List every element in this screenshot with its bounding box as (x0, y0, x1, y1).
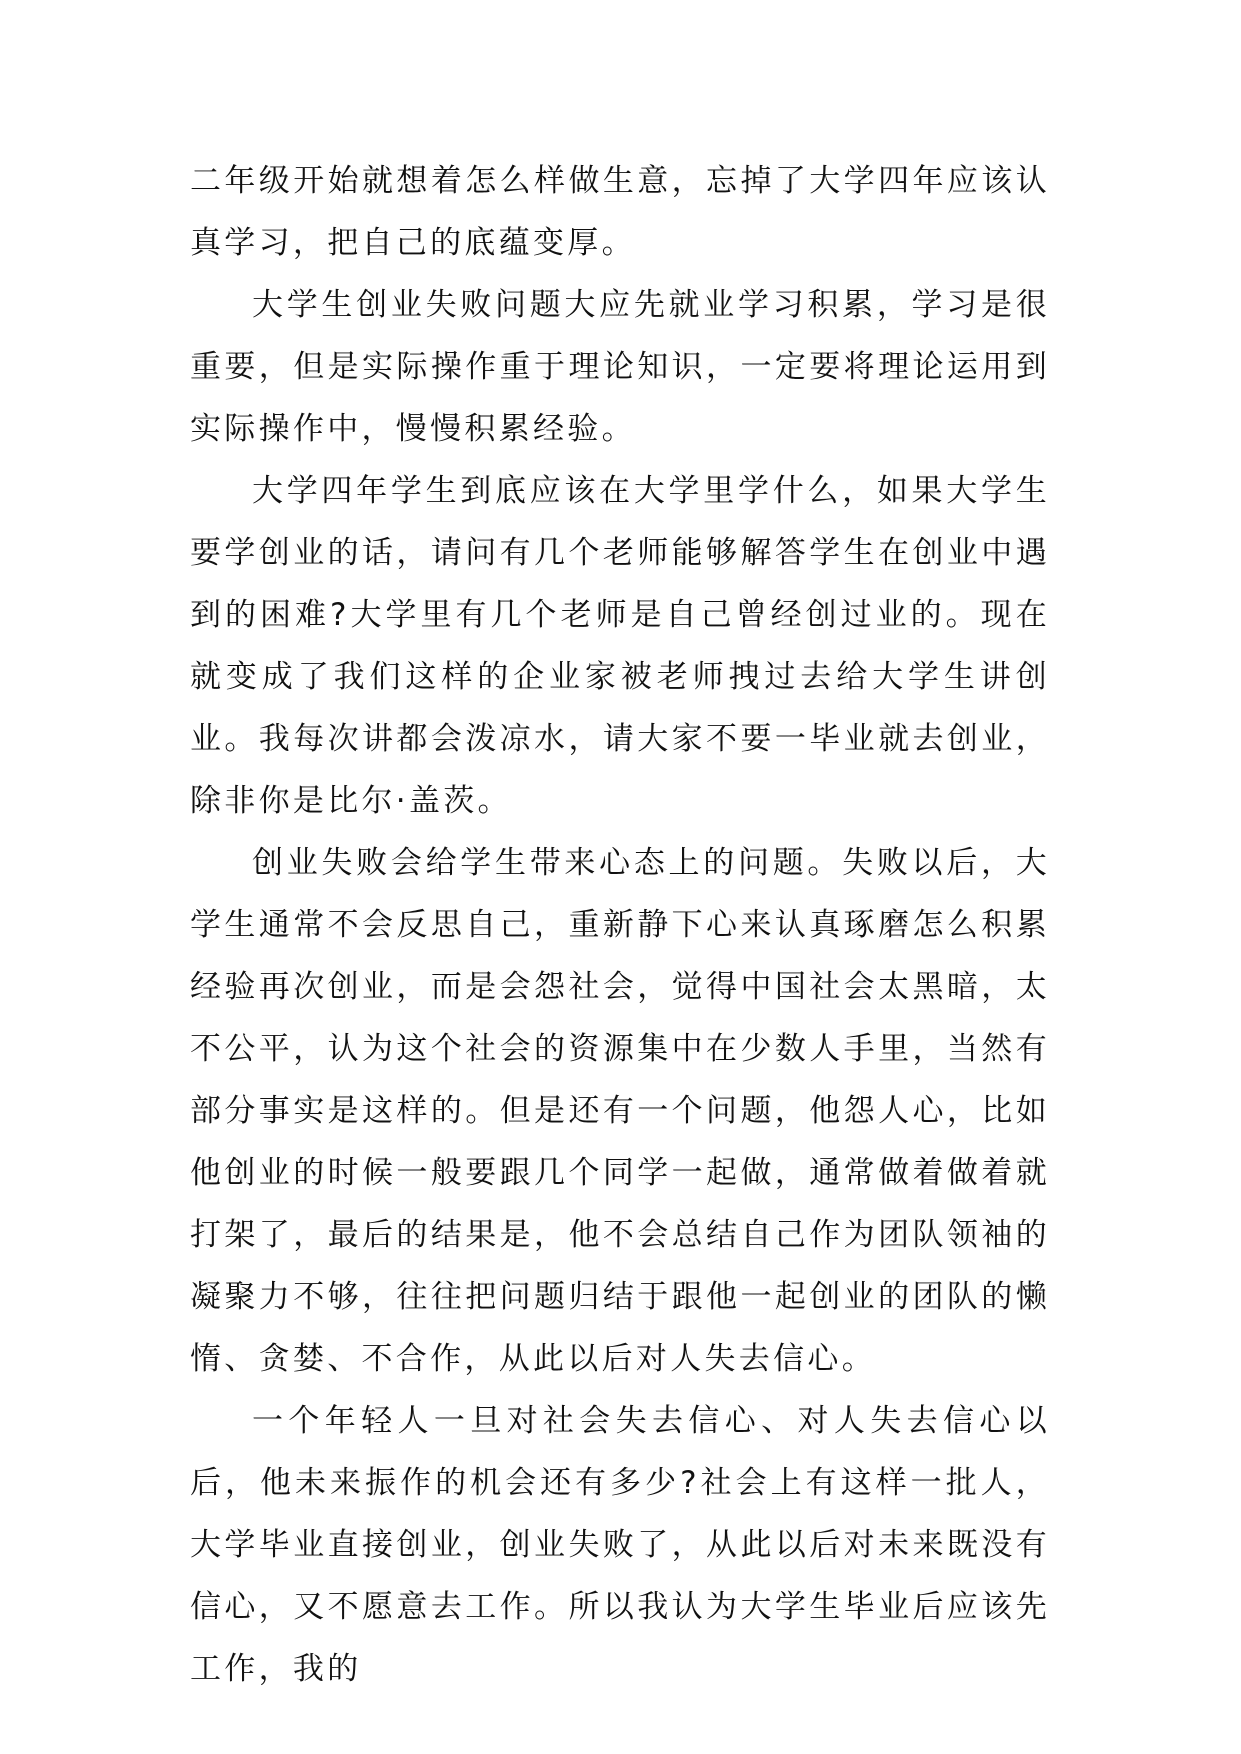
paragraph-4: 创业失败会给学生带来心态上的问题。失败以后，大学生通常不会反思自己，重新静下心来认真琢磨怎么积累经验再次创业，而是会怨社会，觉得中国社会太黑暗，太不公平，认为这个社会的资源集中在少数人手里，当然有部分事实是这样的。但是还有一个问题，他怨人心，比如他创业的时候一般要跟几个同学一起做，通常做着做着就打架了，最后的结果是，他不会总结自己作为团队领袖的凝聚力不够，往往把问题归结于跟他一起创业的团队的懒惰、贪婪、不合作，从此以后对人失去信心。 (190, 845, 1050, 1377)
paragraph-5: 一个年轻人一旦对社会失去信心、对人失去信心以后，他未来振作的机会还有多少?社会上有这样一批人，大学毕业直接创业，创业失败了，从此以后对未来既没有信心，又不愿意去工作。所以我认为大学生毕业后应该先工作，我的 (190, 1403, 1050, 1687)
paragraph-2: 大学生创业失败问题大应先就业学习积累，学习是很重要，但是实际操作重于理论知识，一定要将理论运用到实际操作中，慢慢积累经验。 (190, 287, 1050, 447)
paragraph-3: 大学四年学生到底应该在大学里学什么，如果大学生要学创业的话，请问有几个老师能够解答学生在创业中遇到的困难?大学里有几个老师是自己曾经创过业的。现在就变成了我们这样的企业家被老师拽过去给大学生讲创业。我每次讲都会泼凉水，请大家不要一毕业就去创业，除非你是比尔·盖茨。 (190, 473, 1050, 819)
paragraph-1: 二年级开始就想着怎么样做生意，忘掉了大学四年应该认真学习，把自己的底蕴变厚。 (190, 163, 1050, 261)
body-text (190, 150, 1050, 1700)
